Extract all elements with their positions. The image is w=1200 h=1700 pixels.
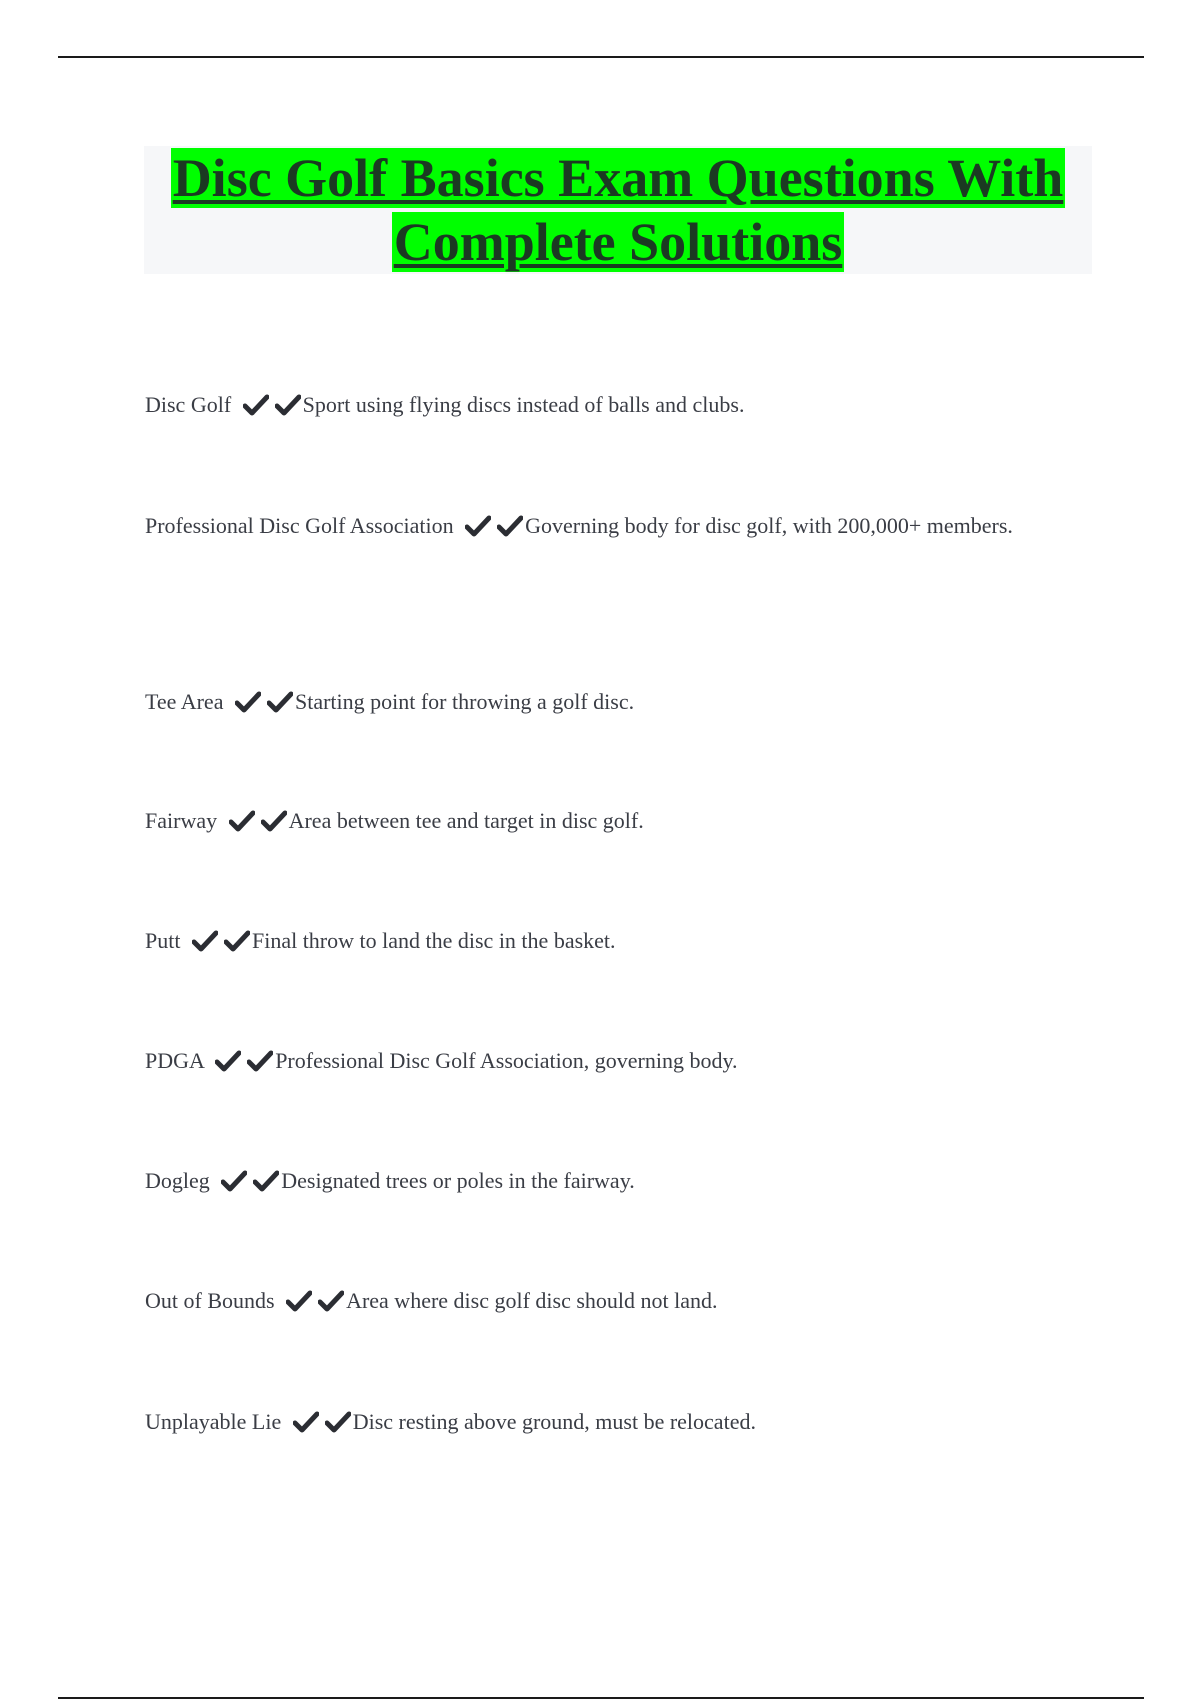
- page-title: [144, 146, 1092, 274]
- check-icon: [253, 1170, 279, 1192]
- definition: Sport using flying discs instead of balls and clubs.: [302, 392, 745, 417]
- check-icon: [229, 810, 255, 832]
- check-icon: [465, 515, 491, 537]
- term: PDGA: [145, 1048, 204, 1073]
- check-icon: [261, 810, 287, 832]
- definition: Designated trees or poles in the fairway.: [281, 1168, 635, 1193]
- qa-item: [145, 496, 1045, 556]
- term: Professional Disc Golf Association: [145, 513, 454, 538]
- term: Fairway: [145, 808, 218, 833]
- title-line-1: Disc Golf Basics Exam Questions With: [172, 148, 1064, 208]
- definition: Starting point for throwing a golf disc.: [294, 689, 635, 714]
- top-rule: [58, 56, 1144, 58]
- qa-item: [145, 375, 1045, 435]
- check-icon: [325, 1411, 351, 1433]
- check-icon: [275, 394, 301, 416]
- check-icon: [243, 394, 269, 416]
- term: Dogleg: [145, 1168, 210, 1193]
- term: Putt: [145, 928, 181, 953]
- definition: Governing body for disc golf, with 200,000+ members.: [525, 513, 1013, 538]
- check-icon: [267, 691, 293, 713]
- definition: Area where disc golf disc should not land.: [346, 1288, 718, 1313]
- check-icon: [293, 1411, 319, 1433]
- check-icon: [235, 691, 261, 713]
- qa-item: [145, 672, 1045, 732]
- term: Out of Bounds: [145, 1288, 275, 1313]
- term: Disc Golf: [145, 392, 232, 417]
- qa-item: [145, 1392, 1045, 1452]
- check-icon: [224, 930, 250, 952]
- check-icon: [192, 930, 218, 952]
- check-icon: [221, 1170, 247, 1192]
- term: Tee Area: [145, 689, 224, 714]
- qa-item: [145, 1151, 1045, 1211]
- definition: Professional Disc Golf Association, governing body.: [275, 1048, 738, 1073]
- definition: Final throw to land the disc in the basket.: [251, 928, 616, 953]
- check-icon: [286, 1290, 312, 1312]
- definition: Area between tee and target in disc golf.: [288, 808, 644, 833]
- qa-item: [145, 1271, 1045, 1331]
- check-icon: [318, 1290, 344, 1312]
- qa-item: [145, 791, 1045, 851]
- title-line-2: Complete Solutions: [393, 212, 843, 272]
- check-icon: [497, 515, 523, 537]
- bottom-rule: [58, 1697, 1144, 1699]
- check-icon: [247, 1050, 273, 1072]
- term: Unplayable Lie: [145, 1409, 282, 1434]
- check-icon: [215, 1050, 241, 1072]
- qa-item: [145, 1031, 1045, 1091]
- qa-item: [145, 911, 1045, 971]
- definition: Disc resting above ground, must be relocated.: [352, 1409, 756, 1434]
